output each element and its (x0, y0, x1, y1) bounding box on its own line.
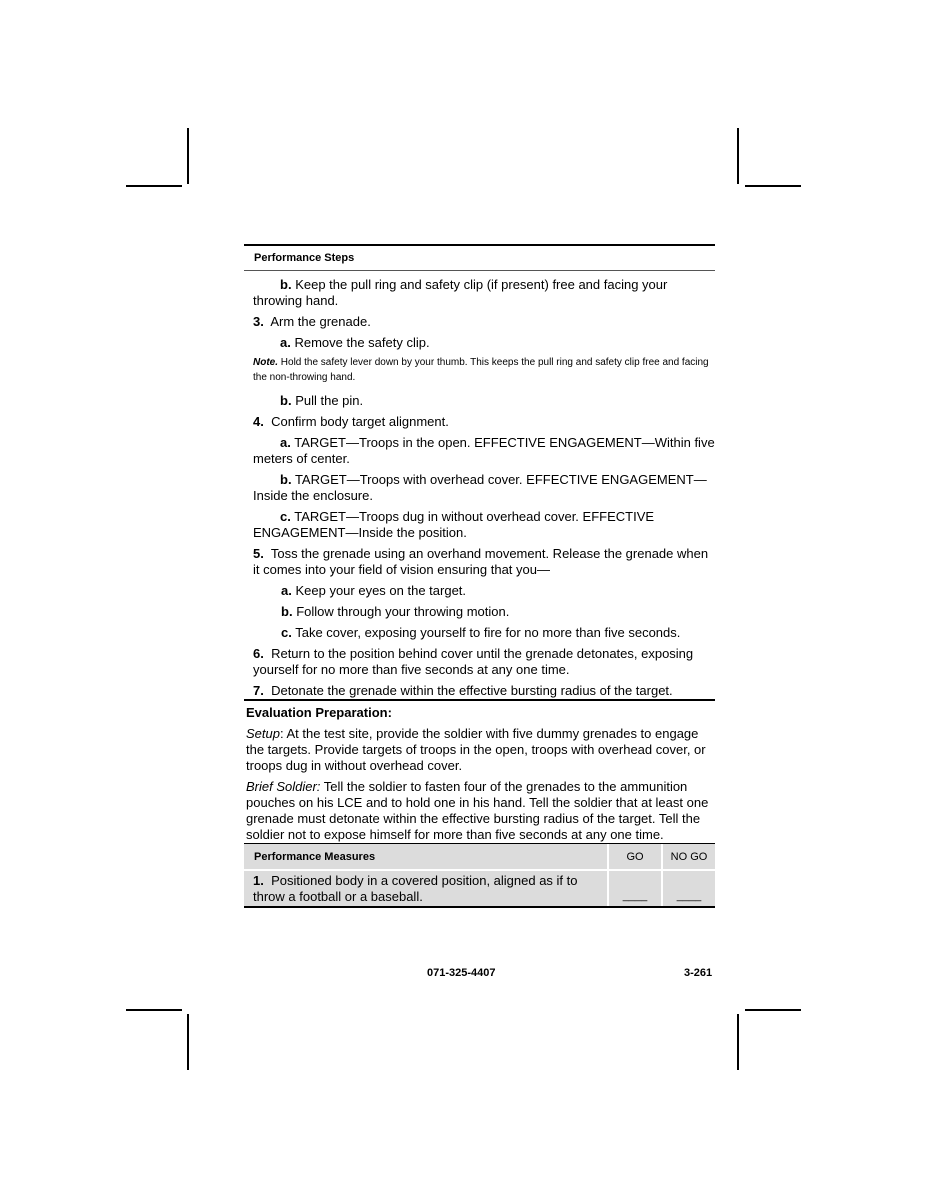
crop-mark-top-left-h (126, 185, 182, 187)
step-7: 7. Detonate the grenade within the effective bursting radius of the target. (244, 683, 715, 701)
crop-mark-top-right-h (745, 185, 801, 187)
document-number: 071-325-4407 (427, 967, 496, 979)
evaluation-setup: Setup: At the test site, provide the soldier with five dummy grenades to engage the targets. Provide targets of troops in the open, troops with overhead cover, or troops dug in without overhead cover. (246, 726, 706, 773)
note: Note. Hold the safety lever down by your thumb. This keeps the pull ring and safety clip free and facing the non-throwing hand. (253, 357, 709, 383)
step-2b: b. Keep the pull ring and safety clip (if present) free and facing your throwing hand. (253, 277, 668, 308)
step-4c: c. TARGET—Troops dug in without overhead cover. EFFECTIVE ENGAGEMENT—Inside the position. (253, 509, 655, 540)
nogo-blank[interactable]: ____ (662, 870, 715, 906)
step-5a: a. Keep your eyes on the target. (281, 583, 467, 598)
step-3a: a. Remove the safety clip. (280, 335, 430, 350)
step-6: 6. Return to the position behind cover until the grenade detonates, exposing yourself for no more than five seconds at any one time. (253, 646, 694, 677)
step-5: 5. Toss the grenade using an overhand movement. Release the grenade when it comes into your field of vision ensuring that you— (253, 546, 709, 577)
crop-mark-top-right-v (737, 128, 739, 184)
measures-header: Performance Measures (254, 850, 376, 863)
evaluation-brief-soldier: Brief Soldier: Tell the soldier to fasten four of the grenades to the ammunition pouches on his LCE and to hold one in his hand. Tell the soldier that at least one grenade must detonate within the effective bursting radius of the target. Tell the soldier not to expose himself for more than five seconds at any one time. (246, 779, 709, 842)
step-4a: a. TARGET—Troops in the open. EFFECTIVE ENGAGEMENT—Within five meters of center. (253, 435, 715, 466)
nogo-header: NO GO (662, 844, 715, 870)
crop-mark-bottom-left-h (126, 1009, 182, 1011)
crop-mark-bottom-right-v (737, 1014, 739, 1070)
crop-mark-bottom-right-h (745, 1009, 801, 1011)
performance-steps-section (244, 244, 715, 843)
go-blank[interactable]: ____ (608, 870, 662, 906)
performance-steps-header: Performance Steps (244, 244, 715, 271)
step-4b: b. TARGET—Troops with overhead cover. EFFECTIVE ENGAGEMENT—Inside the enclosure. (253, 472, 707, 503)
performance-measures-table (244, 843, 715, 908)
crop-mark-top-left-v (187, 128, 189, 184)
go-header: GO (608, 844, 662, 870)
step-4: 4. Confirm body target alignment. (253, 414, 449, 429)
step-3b: b. Pull the pin. (280, 393, 364, 408)
step-5c: c. Take cover, exposing yourself to fire for no more than five seconds. (281, 625, 681, 640)
evaluation-heading: Evaluation Preparation: (246, 705, 392, 720)
page-number: 3-261 (684, 967, 713, 979)
step-5b: b. Follow through your throwing motion. (281, 604, 510, 619)
table-row (244, 870, 715, 906)
step-3: 3. Arm the grenade. (253, 314, 371, 329)
measure-1: 1. Positioned body in a covered position, aligned as if to throw a football or a baseball. (253, 872, 578, 904)
crop-mark-bottom-left-v (187, 1014, 189, 1070)
